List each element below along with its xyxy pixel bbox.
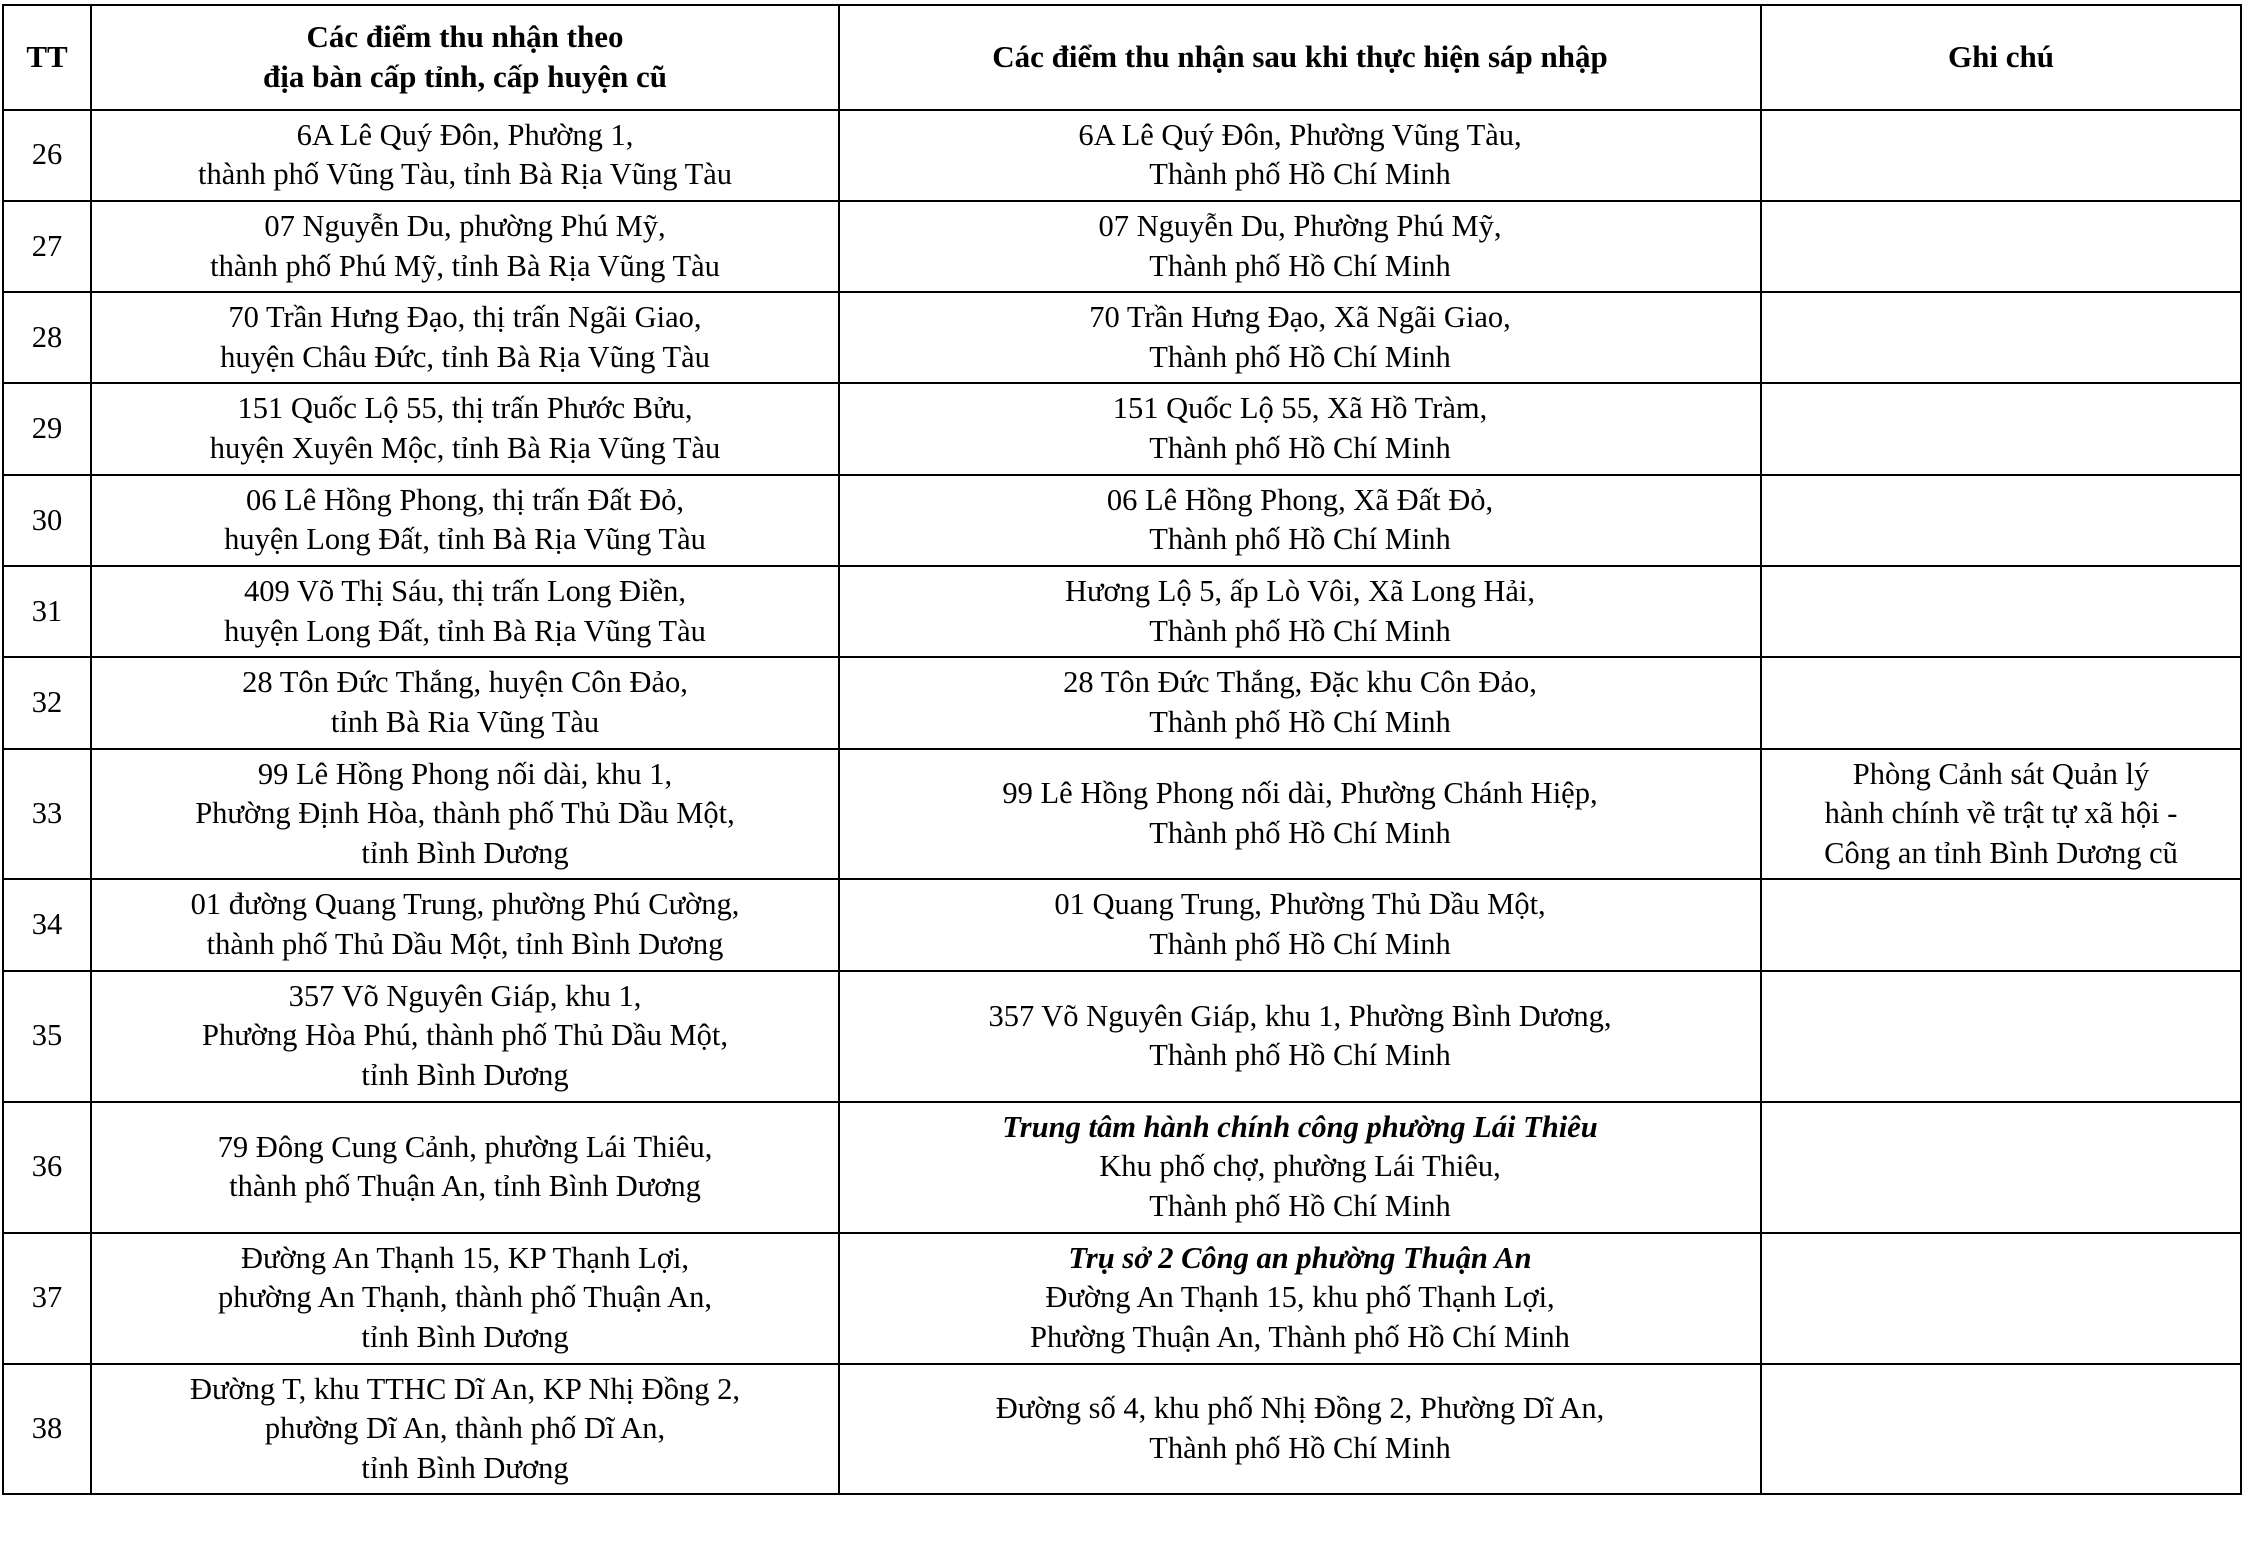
- table-row: [3, 383, 2241, 474]
- cell-old-location-line: phường An Thạnh, thành phố Thuận An,: [217, 1280, 713, 1315]
- cell-old-location: [91, 971, 839, 1102]
- cell-note: [1761, 879, 2241, 970]
- cell-old-location-line: huyện Long Đất, tỉnh Bà Rịa Vũng Tàu: [224, 522, 706, 557]
- cell-index: 32: [3, 657, 91, 748]
- cell-old-location-line: huyện Xuyên Mộc, tỉnh Bà Rịa Vũng Tàu: [209, 431, 721, 466]
- cell-old-location-line: Phường Định Hòa, thành phố Thủ Dầu Một,: [195, 796, 735, 831]
- cell-new-location-line: Đường số 4, khu phố Nhị Đồng 2, Phường Dĩ An,: [995, 1391, 1605, 1426]
- cell-new-location-line: Thành phố Hồ Chí Minh: [1149, 339, 1451, 374]
- cell-new-location-line: Hương Lộ 5, ấp Lò Vôi, Xã Long Hải,: [1064, 574, 1536, 608]
- cell-new-location-line: Thành phố Hồ Chí Minh: [1149, 248, 1451, 283]
- column-header-old-locations-line2: địa bàn cấp tỉnh, cấp huyện cũ: [263, 59, 667, 95]
- cell-new-location: [839, 879, 1761, 970]
- cell-new-location: [839, 110, 1761, 201]
- cell-note: [1761, 1364, 2241, 1495]
- cell-new-location: [839, 1233, 1761, 1364]
- cell-new-location-line: Phường Thuận An, Thành phố Hồ Chí Minh: [1030, 1319, 1570, 1354]
- cell-old-location: [91, 110, 839, 201]
- cell-new-location-line: Thành phố Hồ Chí Minh: [1149, 1038, 1451, 1073]
- cell-old-location: [91, 879, 839, 970]
- cell-old-location-line: 6A Lê Quý Đôn, Phường 1,: [296, 117, 634, 152]
- cell-old-location: [91, 749, 839, 880]
- cell-old-location-line: 28 Tôn Đức Thắng, huyện Côn Đảo,: [242, 665, 688, 700]
- cell-new-location: [839, 566, 1761, 657]
- column-header-old-locations-line1: Các điểm thu nhận theo: [306, 19, 624, 54]
- cell-old-location-line: 409 Võ Thị Sáu, thị trấn Long Điền,: [244, 574, 686, 608]
- cell-old-location-line: tỉnh Bình Dương: [361, 1058, 569, 1093]
- table-header: [3, 5, 2241, 110]
- cell-old-location-line: tỉnh Bình Dương: [361, 1450, 569, 1485]
- cell-new-location: [839, 201, 1761, 292]
- cell-new-location: [839, 971, 1761, 1102]
- cell-new-location-line: 151 Quốc Lộ 55, Xã Hồ Tràm,: [1112, 391, 1488, 426]
- cell-index: 34: [3, 879, 91, 970]
- cell-note: [1761, 201, 2241, 292]
- cell-old-location-line: phường Dĩ An, thành phố Dĩ An,: [264, 1411, 666, 1446]
- cell-note-line: Phòng Cảnh sát Quản lý: [1852, 756, 2150, 791]
- cell-new-location-line: Trụ sở 2 Công an phường Thuận An: [1068, 1240, 1532, 1275]
- table-row: [3, 1233, 2241, 1364]
- cell-old-location-line: 07 Nguyễn Du, phường Phú Mỹ,: [264, 208, 666, 243]
- table-row: [3, 879, 2241, 970]
- column-header-note: Ghi chú: [1761, 5, 2241, 110]
- table-row: [3, 201, 2241, 292]
- cell-old-location: [91, 1233, 839, 1364]
- table-row: [3, 292, 2241, 383]
- column-header-old-locations: [91, 5, 839, 110]
- table-row: [3, 475, 2241, 566]
- cell-note: [1761, 657, 2241, 748]
- cell-note: [1761, 110, 2241, 201]
- cell-old-location: [91, 1102, 839, 1233]
- cell-new-location-line: Trung tâm hành chính công phường Lái Thiêu: [1002, 1109, 1598, 1144]
- column-header-tt: TT: [3, 5, 91, 110]
- cell-note: [1761, 1102, 2241, 1233]
- cell-old-location-line: thành phố Phú Mỹ, tỉnh Bà Rịa Vũng Tàu: [210, 248, 720, 283]
- cell-new-location-line: 70 Trần Hưng Đạo, Xã Ngãi Giao,: [1089, 300, 1511, 335]
- cell-note: [1761, 383, 2241, 474]
- cell-index: 29: [3, 383, 91, 474]
- cell-new-location-line: Thành phố Hồ Chí Minh: [1149, 816, 1451, 851]
- cell-new-location-line: Thành phố Hồ Chí Minh: [1149, 431, 1451, 466]
- cell-old-location-line: 357 Võ Nguyên Giáp, khu 1,: [288, 978, 642, 1013]
- cell-new-location: [839, 292, 1761, 383]
- header-row: [3, 5, 2241, 110]
- cell-index: 37: [3, 1233, 91, 1364]
- cell-note: [1761, 1233, 2241, 1364]
- cell-index: 35: [3, 971, 91, 1102]
- cell-note: [1761, 292, 2241, 383]
- table-row: [3, 1102, 2241, 1233]
- cell-old-location: [91, 201, 839, 292]
- cell-note: [1761, 749, 2241, 880]
- column-header-new-locations: Các điểm thu nhận sau khi thực hiện sáp nhập: [839, 5, 1761, 110]
- cell-note: [1761, 475, 2241, 566]
- cell-index: 28: [3, 292, 91, 383]
- cell-index: 31: [3, 566, 91, 657]
- cell-old-location-line: 99 Lê Hồng Phong nối dài, khu 1,: [257, 756, 673, 791]
- cell-old-location: [91, 566, 839, 657]
- cell-old-location-line: 151 Quốc Lộ 55, thị trấn Phước Bửu,: [237, 391, 693, 426]
- cell-new-location-line: Thành phố Hồ Chí Minh: [1149, 1430, 1451, 1465]
- cell-new-location-line: Đường An Thạnh 15, khu phố Thạnh Lợi,: [1045, 1280, 1555, 1315]
- cell-new-location-line: Thành phố Hồ Chí Minh: [1149, 613, 1451, 648]
- table-row: [3, 566, 2241, 657]
- cell-old-location: [91, 1364, 839, 1495]
- cell-note: [1761, 566, 2241, 657]
- cell-old-location-line: 06 Lê Hồng Phong, thị trấn Đất Đỏ,: [246, 482, 684, 517]
- cell-old-location-line: thành phố Vũng Tàu, tỉnh Bà Rịa Vũng Tàu: [197, 157, 732, 192]
- table-row: [3, 1364, 2241, 1495]
- cell-new-location-line: 99 Lê Hồng Phong nối dài, Phường Chánh Hiệp,: [1002, 776, 1598, 811]
- cell-new-location-line: Thành phố Hồ Chí Minh: [1149, 522, 1451, 557]
- relocation-points-table: [2, 4, 2242, 1495]
- cell-new-location-line: 28 Tôn Đức Thắng, Đặc khu Côn Đảo,: [1063, 665, 1537, 700]
- cell-old-location: [91, 657, 839, 748]
- table-row: [3, 110, 2241, 201]
- cell-note-line: Công an tỉnh Bình Dương cũ: [1824, 835, 2178, 870]
- cell-old-location: [91, 475, 839, 566]
- cell-new-location: [839, 657, 1761, 748]
- cell-index: 30: [3, 475, 91, 566]
- table-row: [3, 657, 2241, 748]
- cell-new-location-line: Khu phố chợ, phường Lái Thiêu,: [1099, 1149, 1501, 1184]
- table-row: [3, 971, 2241, 1102]
- cell-index: 38: [3, 1364, 91, 1495]
- cell-note-line: hành chính về trật tự xã hội -: [1824, 796, 2178, 831]
- cell-old-location-line: tỉnh Bà Ria Vũng Tàu: [330, 704, 600, 739]
- cell-new-location: [839, 383, 1761, 474]
- cell-old-location-line: 01 đường Quang Trung, phường Phú Cường,: [190, 887, 740, 922]
- cell-new-location-line: Thành phố Hồ Chí Minh: [1149, 1188, 1451, 1223]
- cell-new-location-line: 07 Nguyễn Du, Phường Phú Mỹ,: [1098, 208, 1502, 243]
- cell-old-location-line: Đường T, khu TTHC Dĩ An, KP Nhị Đồng 2,: [189, 1371, 741, 1406]
- cell-new-location: [839, 1364, 1761, 1495]
- cell-new-location-line: 01 Quang Trung, Phường Thủ Dầu Một,: [1054, 887, 1546, 922]
- cell-old-location-line: 70 Trần Hưng Đạo, thị trấn Ngãi Giao,: [228, 300, 702, 335]
- cell-new-location-line: 6A Lê Quý Đôn, Phường Vũng Tàu,: [1078, 117, 1522, 152]
- cell-old-location-line: huyện Châu Đức, tỉnh Bà Rịa Vũng Tàu: [220, 339, 710, 374]
- cell-old-location-line: thành phố Thuận An, tỉnh Bình Dương: [229, 1169, 701, 1204]
- cell-new-location-line: 06 Lê Hồng Phong, Xã Đất Đỏ,: [1106, 482, 1494, 517]
- cell-old-location: [91, 383, 839, 474]
- cell-old-location-line: tỉnh Bình Dương: [361, 835, 569, 870]
- cell-new-location-line: Thành phố Hồ Chí Minh: [1149, 157, 1451, 192]
- cell-old-location-line: huyện Long Đất, tỉnh Bà Rịa Vũng Tàu: [224, 613, 706, 648]
- cell-new-location-line: Thành phố Hồ Chí Minh: [1149, 927, 1451, 962]
- cell-new-location: [839, 749, 1761, 880]
- cell-new-location: [839, 475, 1761, 566]
- cell-old-location-line: tỉnh Bình Dương: [361, 1319, 569, 1354]
- cell-old-location: [91, 292, 839, 383]
- cell-old-location-line: Phường Hòa Phú, thành phố Thủ Dầu Một,: [201, 1018, 729, 1053]
- cell-index: 36: [3, 1102, 91, 1233]
- cell-new-location-line: Thành phố Hồ Chí Minh: [1149, 704, 1451, 739]
- table-body: [3, 110, 2241, 1495]
- cell-new-location-line: 357 Võ Nguyên Giáp, khu 1, Phường Bình Dương,: [988, 998, 1612, 1033]
- cell-old-location-line: Đường An Thạnh 15, KP Thạnh Lợi,: [240, 1240, 690, 1275]
- cell-new-location: [839, 1102, 1761, 1233]
- table-row: [3, 749, 2241, 880]
- cell-index: 33: [3, 749, 91, 880]
- cell-old-location-line: 79 Đông Cung Cảnh, phường Lái Thiêu,: [217, 1129, 713, 1164]
- cell-index: 27: [3, 201, 91, 292]
- cell-note: [1761, 971, 2241, 1102]
- cell-old-location-line: thành phố Thủ Dầu Một, tỉnh Bình Dương: [206, 927, 724, 962]
- cell-index: 26: [3, 110, 91, 201]
